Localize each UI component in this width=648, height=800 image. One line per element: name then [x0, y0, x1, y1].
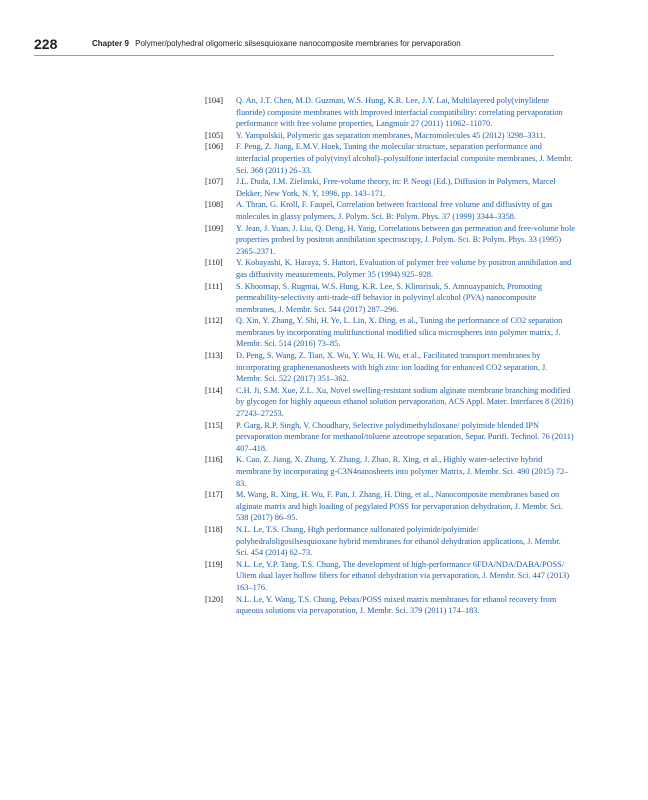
- reference-number: [112]: [205, 316, 223, 326]
- reference-item: [205, 420, 575, 455]
- reference-link[interactable]: K. Cao, Z. Jiang, X. Zhang, Y. Zhang, J. Zhao, R. Xing, et al., Highly water-selective hybrid membrane by incorporating g-C3N4nanosheets into polymer Matrix, J. Membr. Sci. 490 (2015) 72–83.: [236, 455, 569, 488]
- reference-link[interactable]: S. Khoonsap, S. Rugmai, W.S. Hung, K.R. Lee, S. Klinsrisuk, S. Amnuaypanich, Promoting permeability-selectivity anti-trade-off behavior in polyvinyl alcohol (PVA) nanocomposite membranes, J. Membr. Sci. 544 (2017) 287–296.: [236, 281, 543, 314]
- page-number: 228: [34, 36, 58, 52]
- reference-item: [205, 95, 575, 130]
- reference-item: [205, 350, 575, 385]
- reference-item: [205, 176, 575, 199]
- reference-number: [113]: [205, 351, 223, 361]
- reference-list: [205, 95, 575, 617]
- reference-number: [118]: [205, 524, 223, 534]
- page-header: [34, 37, 554, 56]
- reference-link[interactable]: N.L. Le, Y.P. Tang, T.S. Chung, The development of high-performance 6FDA/NDA/DABA/POSS/ Ultem dual layer hollow fibers for ethanol dehydration via pervaporation, J. Membr. Sci. 447 (2013) 163–176.: [236, 559, 570, 592]
- reference-item: [205, 315, 575, 350]
- reference-number: [115]: [205, 420, 223, 430]
- running-head: [92, 39, 461, 48]
- reference-item: [205, 281, 575, 316]
- reference-item: [205, 199, 575, 222]
- reference-link[interactable]: F. Peng, Z. Jiang, E.M.V. Hoek, Tuning the molecular structure, separation performance and interfacial properties of poly(vinyl alcohol)–polysulfone interfacial composite membranes, J. Membr. Sci. 368 (2011) 26–33.: [236, 142, 573, 175]
- reference-number: [107]: [205, 177, 223, 187]
- reference-number: [109]: [205, 223, 223, 233]
- reference-link[interactable]: C.H. Ji, S.M. Xue, Z.L. Xu, Novel swelling-resistant sodium alginate membrane branching modified by glycogen for highly aqueous ethanol solution pervaporation, ACS Appl. Mater. Interfaces 8 (2016) 27243–27253.: [236, 385, 574, 419]
- reference-item: [205, 559, 575, 594]
- reference-item: [205, 454, 575, 489]
- reference-number: [117]: [205, 490, 223, 500]
- chapter-label: Chapter 9: [92, 39, 129, 48]
- reference-item: [205, 594, 575, 617]
- reference-item: [205, 130, 575, 142]
- reference-link[interactable]: Y. Kobayashi, K. Haraya, S. Hattori, Evaluation of polymer free volume by positron annihilation and gas diffusivity measurements, Polymer 35 (1994) 925–928.: [236, 258, 572, 279]
- reference-number: [116]: [205, 455, 223, 465]
- reference-link[interactable]: Y. Jean, J. Yuan, J. Liu, Q. Deng, H. Yang, Correlations between gas permeation and free-volume hole properties probed by positron annihilation spectroscopy, J. Polym. Sci. B: Polym. Phys. 33 (1995) 2365–2371.: [236, 223, 575, 256]
- reference-number: [114]: [205, 385, 223, 395]
- reference-link[interactable]: P. Garg, R.P. Singh, V. Choudhary, Selective polydimethylsiloxane/ polyimide blended IPN pervaporation membrane for methanol/toluene azeotrope separation, Separ. Purifi. Technol. 76 (2011) 407–418.: [236, 420, 574, 453]
- reference-link[interactable]: Q. Xin, Y. Zhang, Y. Shi, H. Ye, L. Lin, X. Ding, et al., Tuning the performance of CO2 separation membranes by incorporating multifunctional modified silica microspheres into polymer matrix, J. Membr. Sci. 514 (2016) 73–85.: [236, 316, 563, 349]
- reference-link[interactable]: N.L. Le, Y. Wang, T.S. Chung, Pebax/POSS mixed matrix membranes for ethanol recovery from aqueous solutions via pervaporation, J. Membr. Sci. 379 (2011) 174–183.: [236, 594, 557, 616]
- reference-item: [205, 223, 575, 258]
- reference-number: [104]: [205, 96, 223, 105]
- reference-item: [205, 524, 575, 559]
- reference-number: [120]: [205, 594, 223, 604]
- reference-number: [111]: [205, 281, 223, 291]
- reference-number: [110]: [205, 258, 223, 268]
- reference-item: [205, 489, 575, 524]
- reference-item: [205, 385, 575, 420]
- reference-link[interactable]: M. Wang, R. Xing, H. Wu, F. Pan, J. Zhang, H. Ding, et al., Nanocomposite membranes based on alginate matrix and high loading of pegylated POSS for pervaporation dehydration, J. Membr. Sci. 538 (2017) 86–95.: [236, 490, 563, 523]
- reference-item: [205, 141, 575, 176]
- reference-number: [119]: [205, 559, 223, 569]
- reference-link[interactable]: J.L. Duda, J.M. Zielinski, Free-volume theory, in: P. Neogi (Ed.), Diffusion in Polymers, Marcel Dekker, New York, N. Y, 1996, pp. 143–171.: [236, 177, 556, 198]
- reference-link[interactable]: D. Peng, S. Wang, Z. Tian, X. Wu, Y. Wu, H. Wu, et al., Facilitated transport membranes by incorporating graphenenanosheets with high zinc ion loading for enhanced CO2 separation, J. Membr. Sci. 522 (2017) 351–362.: [236, 351, 548, 384]
- chapter-title: Polymer/polyhedral oligomeric silsesquioxane nanocomposite membranes for pervaporation: [135, 39, 461, 48]
- reference-number: [105]: [205, 130, 223, 140]
- reference-link[interactable]: A. Thran, G. Kroll, F. Faupel, Correlation between fractional free volume and diffusivity of gas molecules in glassy polymers, J. Polym. Sci. B: Polym. Phys. 37 (1999) 3344–3358.: [236, 200, 553, 221]
- reference-number: [108]: [205, 200, 223, 210]
- reference-number: [106]: [205, 142, 223, 152]
- reference-link[interactable]: N.L. Le, T.S. Chung, High performance sulfonated polyimide/polyimide/ polyhedraloligosilsesquioxane hybrid membranes for ethanol dehydration applications, J. Membr. Sci. 454 (2014) 62–73.: [236, 524, 561, 558]
- reference-link[interactable]: Q. An, J.T. Chen, M.D. Guzman, W.S. Hung, K.R. Lee, J.Y. Lai, Multilayered poly(vinylidene fluoride) composite membranes with improved interfacial compatibility: correlating pervaporation performance with free volume properties, Langmuir 27 (2011) 11062–11070.: [236, 96, 563, 129]
- reference-item: [205, 257, 575, 280]
- reference-link[interactable]: Y. Yampolskii, Polymeric gas separation membranes, Macromolecules 45 (2012) 3298–3311.: [236, 130, 546, 140]
